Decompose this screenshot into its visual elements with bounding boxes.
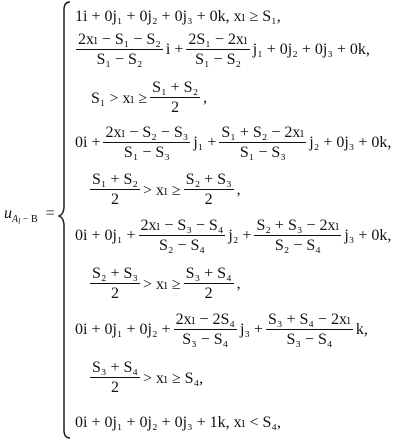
case-row: $\frac{\text{S₂ + S₃}}{2}$ > xₗ ≥ $\frac{\text{S₃ + S₄}}{2}$ , — [92, 265, 241, 302]
fraction: $\frac{\text{2S₁ − 2xₗ}}{\text{S₁ − S₂}}$ — [188, 31, 248, 68]
lhs-expression — [4, 205, 55, 226]
fraction: $\frac{\text{S₃ + S₄}}{2}$ — [185, 265, 232, 302]
fraction: $\frac{\text{2xₗ − S₁ − S₂}}{\text{S₁ − S₂}}$ — [78, 31, 161, 68]
fraction: $\frac{\text{S₂ + S₃ − 2xₗ}}{\text{S₂ − S₄}}$ — [256, 217, 340, 254]
fraction: $\frac{\text{S₁ + S₂ − 2xₗ}}{\text{S₁ − S₃}}$ — [221, 124, 305, 161]
case-row: 0i + 0j₁ + 0j₂ + $\frac{\text{2xₗ − 2S₄}}{\text{S₃ − S₄}}$ j₃ + $\frac{\text{S₃ + S₄ − 2xₗ}}{\text{S₃ − S₄}}$ k, — [75, 311, 368, 348]
case-row: $\frac{\text{S₃ + S₄}}{2}$ > xₗ ≥ S₄, — [92, 359, 204, 396]
equals-sign: = — [45, 205, 55, 222]
fraction: $\frac{\text{S₂ + S₃}}{2}$ — [92, 265, 138, 302]
case-row: $\frac{\text{2xₗ − S₁ − S₂}}{\text{S₁ − S₂}}$ i + $\frac{\text{2S₁ − 2xₗ}}{\text{S₁ − S₂}}$ j₁ + 0j₂ + 0j₃ + 0k, — [78, 31, 370, 68]
case-row: S₁ > xₗ ≥ $\frac{\text{S₁ + S₂}}{2}$ , — [91, 79, 208, 116]
fraction: $\frac{\text{2xₗ − 2S₄}}{\text{S₃ − S₄}}$ — [175, 311, 235, 348]
fraction: $\frac{\text{2xₗ − S₃ − S₄}}{\text{S₂ − S₄}}$ — [140, 217, 224, 254]
case-row: 0i + $\frac{\text{2xₗ − S₂ − S₃}}{\text{S₁ − S₃}}$ j₁ + $\frac{\text{S₁ + S₂ − 2xₗ}}{\text{S₁ − S₃}}$ j₂ + 0j₃ + 0k, — [75, 124, 392, 161]
fraction: $\frac{\text{S₁ + S₂}}{2}$ — [92, 171, 138, 208]
fraction: $\frac{\text{2xₗ − S₂ − S₃}}{\text{S₁ − S₃}}$ — [105, 124, 189, 161]
lhs-subscript: Al − B — [12, 214, 38, 226]
case-row: 0i + 0j₁ + 0j₂ + 0j₃ + 1k, xₗ < S₄, — [75, 414, 281, 431]
fraction: $\frac{\text{S₃ + S₄ − 2xₗ}}{\text{S₃ − S₄}}$ — [268, 311, 351, 348]
case-row: 1i + 0j₁ + 0j₂ + 0j₃ + 0k, xₗ ≥ S₁, — [75, 8, 281, 25]
case-row: $\frac{\text{S₁ + S₂}}{2}$ > xₗ ≥ $\frac{\text{S₂ + S₃}}{2}$ , — [92, 171, 241, 208]
fraction: $\frac{\text{S₁ + S₂}}{2}$ — [152, 79, 199, 116]
case-row: 0i + 0j₁ + $\frac{\text{2xₗ − S₃ − S₄}}{\text{S₂ − S₄}}$ j₂ + $\frac{\text{S₂ + S₃ − 2xₗ}}{\text{S₂ − S₄}}$ j₃ + 0k, — [75, 217, 392, 254]
lhs-variable: u — [4, 205, 12, 222]
fraction: $\frac{\text{S₃ + S₄}}{2}$ — [92, 359, 138, 396]
left-brace — [58, 0, 72, 440]
fraction: $\frac{\text{S₂ + S₃}}{2}$ — [185, 171, 232, 208]
